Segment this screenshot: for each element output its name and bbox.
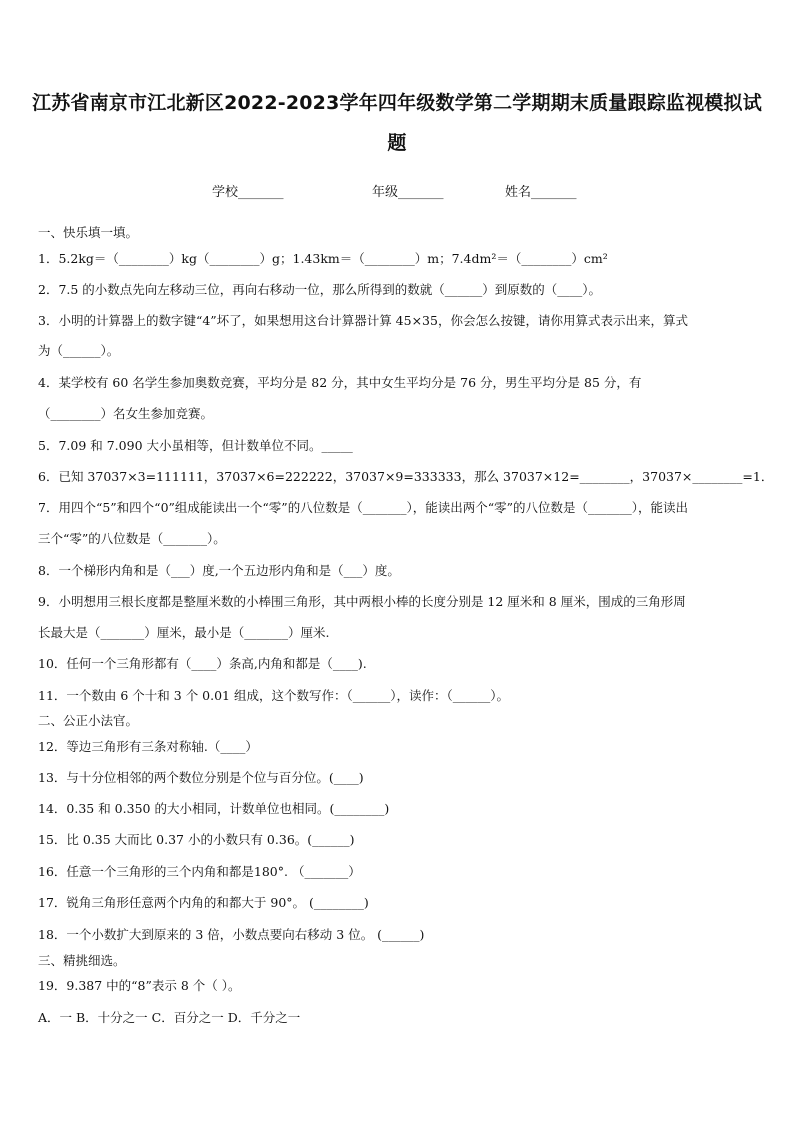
question-19: 19．9.387 中的“8”表示 8 个（ ）。 <box>38 978 241 993</box>
question-13: 13．与十分位相邻的两个数位分别是个位与百分位。(____) <box>38 770 364 785</box>
name-field[interactable]: 姓名_______ <box>505 185 577 200</box>
question-7-line2: 三个“零”的八位数是（_______）。 <box>38 531 226 546</box>
section-heading-multiple-choice: 三、精挑细选。 <box>38 953 126 968</box>
exam-title-line2: 题 <box>387 132 407 154</box>
question-15: 15．比 0.35 大而比 0.37 小的小数只有 0.36。(______) <box>38 832 355 847</box>
question-7-line1: 7．用四个“5”和四个“0”组成能读出一个“零”的八位数是（_______），能读出两个“零”的八位数是（_______），能读出 <box>38 500 688 515</box>
question-8: 8．一个梯形内角和是（___）度,一个五边形内角和是（___）度。 <box>38 563 400 578</box>
question-3-line1: 3．小明的计算器上的数字键“4”坏了，如果想用这台计算器计算 45×35，你会怎么按键，请你用算式表示出来，算式 <box>38 313 688 328</box>
question-16: 16．任意一个三角形的三个内角和都是180°. （_______） <box>38 864 361 879</box>
section-heading-true-false: 二、公正小法官。 <box>38 713 139 728</box>
question-4-line2: （________）名女生参加竞赛。 <box>38 406 214 421</box>
grade-field[interactable]: 年级_______ <box>372 185 444 200</box>
question-3-line2: 为（______）。 <box>38 343 120 358</box>
question-10: 10．任何一个三角形都有（____）条高,内角和都是（____). <box>38 656 367 671</box>
question-14: 14．0.35 和 0.350 的大小相同，计数单位也相同。(________) <box>38 801 390 816</box>
question-5: 5．7.09 和 7.090 大小虽相等，但计数单位不同。_____ <box>38 438 353 453</box>
section-heading-fill-in: 一、快乐填一填。 <box>38 225 139 240</box>
question-2: 2．7.5 的小数点先向左移动三位，再向右移动一位，那么所得到的数就（______）到原数的（____）。 <box>38 282 602 297</box>
question-6: 6．已知 37037×3=111111，37037×6=222222，37037×9=333333，那么 37037×12=________，37037×________=1． <box>38 469 774 484</box>
question-11: 11．一个数由 6 个十和 3 个 0.01 组成，这个数写作：（______），读作：（______）。 <box>38 688 509 703</box>
question-9-line1: 9．小明想用三根长度都是整厘米数的小棒围三角形，其中两根小棒的长度分别是 12 厘米和 8 厘米，围成的三角形周 <box>38 594 686 609</box>
question-4-line1: 4．某学校有 60 名学生参加奥数竞赛，平均分是 82 分，其中女生平均分是 76 分，男生平均分是 85 分，有 <box>38 375 642 390</box>
question-17: 17．锐角三角形任意两个内角的和都大于 90°。 (________) <box>38 895 369 910</box>
exam-title-line1: 江苏省南京市江北新区2022-2023学年四年级数学第二学期期末质量跟踪监视模拟试 <box>32 92 762 114</box>
question-18: 18．一个小数扩大到原来的 3 倍，小数点要向右移动 3 位。 (______) <box>38 927 425 942</box>
school-field[interactable]: 学校_______ <box>212 185 284 200</box>
question-1: 1．5.2kg＝（________）kg（________）g；1.43km＝（________）m；7.4dm²＝（________）cm² <box>38 251 608 266</box>
question-19-options: A．一 B．十分之一 C．百分之一 D．千分之一 <box>38 1010 301 1025</box>
question-12: 12．等边三角形有三条对称轴.（____） <box>38 739 258 754</box>
question-9-line2: 长最大是（_______）厘米，最小是（_______）厘米. <box>38 625 330 640</box>
